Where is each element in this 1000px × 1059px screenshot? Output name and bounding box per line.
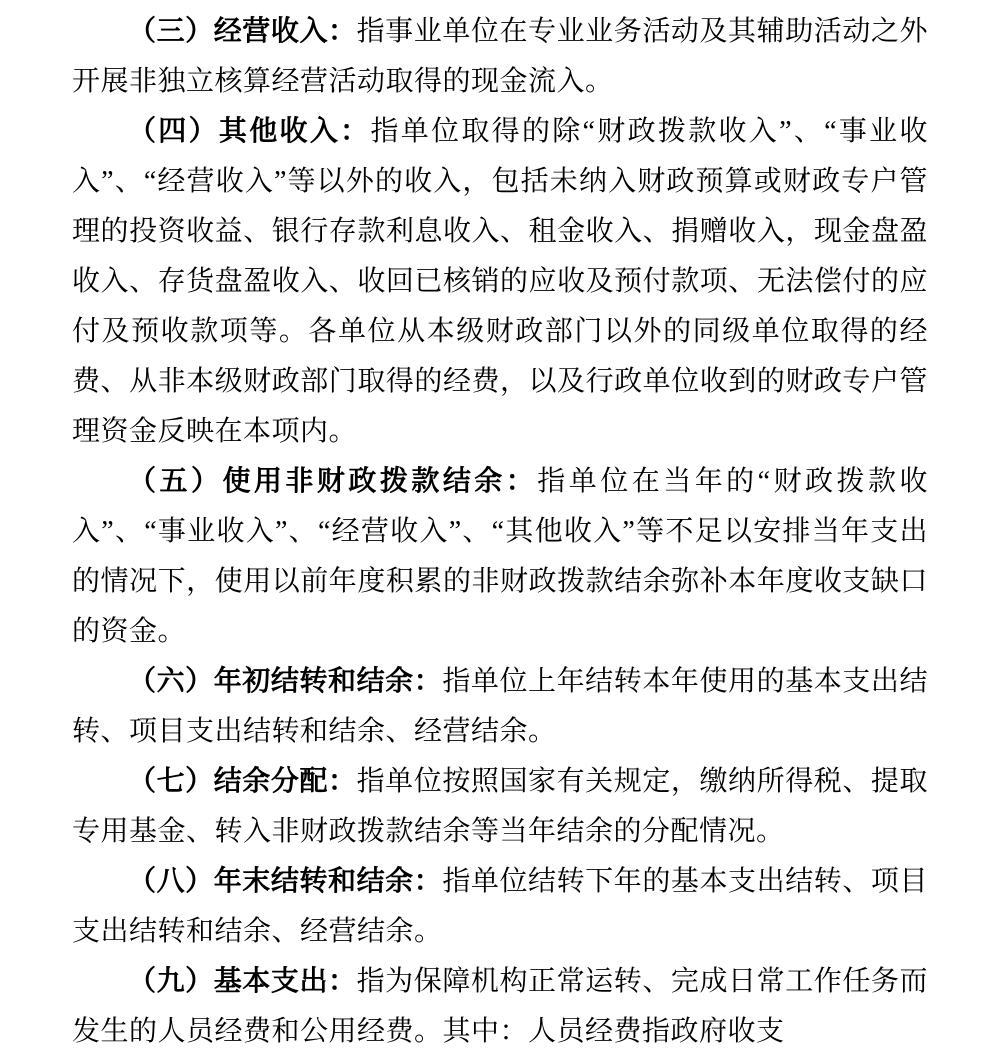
paragraph-text: 指单位结转下年的基本支出结转、项目支出结转和结余、经营结余。 <box>72 866 928 947</box>
paragraph-heading: （六）年初结转和结余： <box>128 666 443 697</box>
paragraph-basic-expenditure <box>72 957 928 1057</box>
paragraph-operating-revenue <box>72 7 928 107</box>
paragraph-year-end-carryover <box>72 857 928 957</box>
paragraph-text: 指单位上年结转本年使用的基本支出结转、项目支出结转和结余、经营结余。 <box>72 666 928 747</box>
paragraph-text: 指单位按照国家有关规定，缴纳所得税、提取专用基金、转入非财政拨款结余等当年结余的分配情况。 <box>72 766 928 847</box>
paragraph-heading: （四）其他收入： <box>128 116 371 147</box>
paragraph-surplus-distribution <box>72 757 928 857</box>
paragraph-text: 指为保障机构正常运转、完成日常工作任务而发生的人员经费和公用经费。其中：人员经费指政府收支 <box>72 966 928 1047</box>
paragraph-heading: （五）使用非财政拨款结余： <box>128 466 538 497</box>
paragraph-other-revenue <box>72 107 928 457</box>
paragraph-heading: （九）基本支出： <box>128 966 357 997</box>
paragraph-text: 指单位在当年的“财政拨款收入”、“事业收入”、“经营收入”、“其他收入”等不足以安排当年支出的情况下，使用以前年度积累的非财政拨款结余弥补本年度收支缺口的资金。 <box>72 466 928 647</box>
paragraph-text: 指单位取得的除“财政拨款收入”、“事业收入”、“经营收入”等以外的收入，包括未纳入财政预算或财政专户管理的投资收益、银行存款利息收入、租金收入、捐赠收入，现金盘盈收入、存货盘盈收入、收回已核销的应收及预付款项、无法偿付的应付及预收款项等。各单位从本级财政部门以外的同级单位取得的经费、从非本级财政部门取得的经费，以及行政单位收到的财政专户管理资金反映在本项内。 <box>72 116 928 447</box>
paragraph-heading: （七）结余分配： <box>128 766 357 797</box>
paragraph-beginning-year-carryover <box>72 657 928 757</box>
paragraph-heading: （八）年末结转和结余： <box>128 866 443 897</box>
paragraph-text: 指事业单位在专业业务活动及其辅助活动之外开展非独立核算经营活动取得的现金流入。 <box>72 16 928 97</box>
paragraph-non-fiscal-surplus-use <box>72 457 928 657</box>
paragraph-heading: （三）经营收入： <box>128 16 357 47</box>
